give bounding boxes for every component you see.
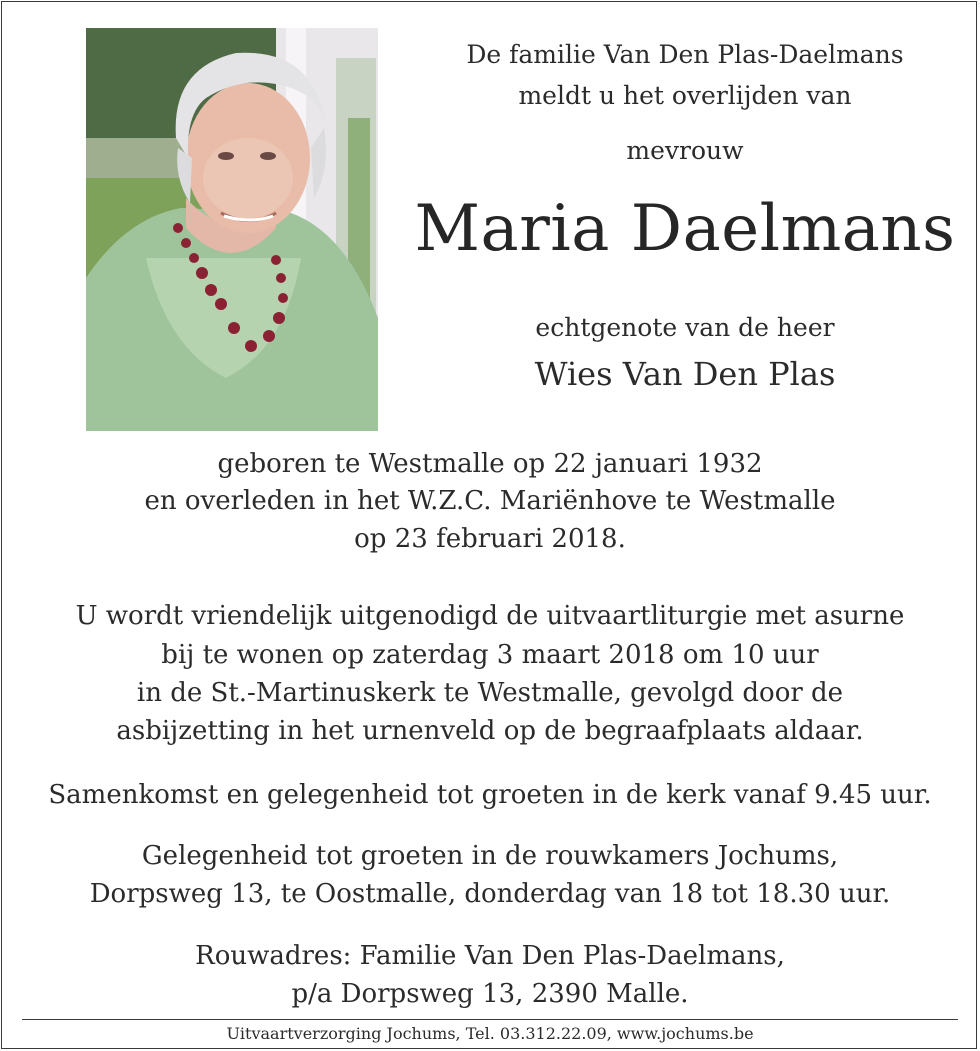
footer-divider xyxy=(22,1019,958,1020)
gathering-line: Samenkomst en gelegenheid tot groeten in de kerk vanaf 9.45 uur. xyxy=(48,780,932,810)
deceased-name: Maria Daelmans xyxy=(414,192,956,266)
portrait-photo xyxy=(86,28,378,431)
visitation-line-2: Dorpsweg 13, te Oostmalle, donderdag van 18 tot 18.30 uur. xyxy=(89,879,891,909)
death-line: en overleden in het W.Z.C. Mariënhove te Westmalle xyxy=(144,486,836,516)
invitation-line-1: U wordt vriendelijk uitgenodigd de uitvaartliturgie met asurne xyxy=(75,601,905,631)
death-date-line: op 23 februari 2018. xyxy=(354,524,626,554)
address-line-2: p/a Dorpsweg 13, 2390 Malle. xyxy=(291,979,689,1009)
invitation-line-2: bij te wonen op zaterdag 3 maart 2018 om 10 uur xyxy=(161,640,819,670)
invitation-line-4: asbijzetting in het urnenveld op de begraafplaats aldaar. xyxy=(116,716,864,746)
funeral-director-footer: Uitvaartverzorging Jochums, Tel. 03.312.22.09, www.jochums.be xyxy=(226,1024,754,1043)
birth-line: geboren te Westmalle op 22 januari 1932 xyxy=(217,449,763,479)
spouse-name: Wies Van Den Plas xyxy=(534,355,836,393)
announcement-line-1: De familie Van Den Plas-Daelmans xyxy=(466,40,904,69)
visitation-line-1: Gelegenheid tot groeten in de rouwkamers Jochums, xyxy=(141,841,839,871)
announcement-line-2: meldt u het overlijden van xyxy=(518,81,852,110)
invitation-line-3: in de St.-Martinuskerk te Westmalle, gevolgd door de xyxy=(136,678,844,708)
relation-line: echtgenote van de heer xyxy=(535,313,835,342)
address-line-1: Rouwadres: Familie Van Den Plas-Daelmans, xyxy=(195,941,785,971)
honorific: mevrouw xyxy=(626,136,744,165)
